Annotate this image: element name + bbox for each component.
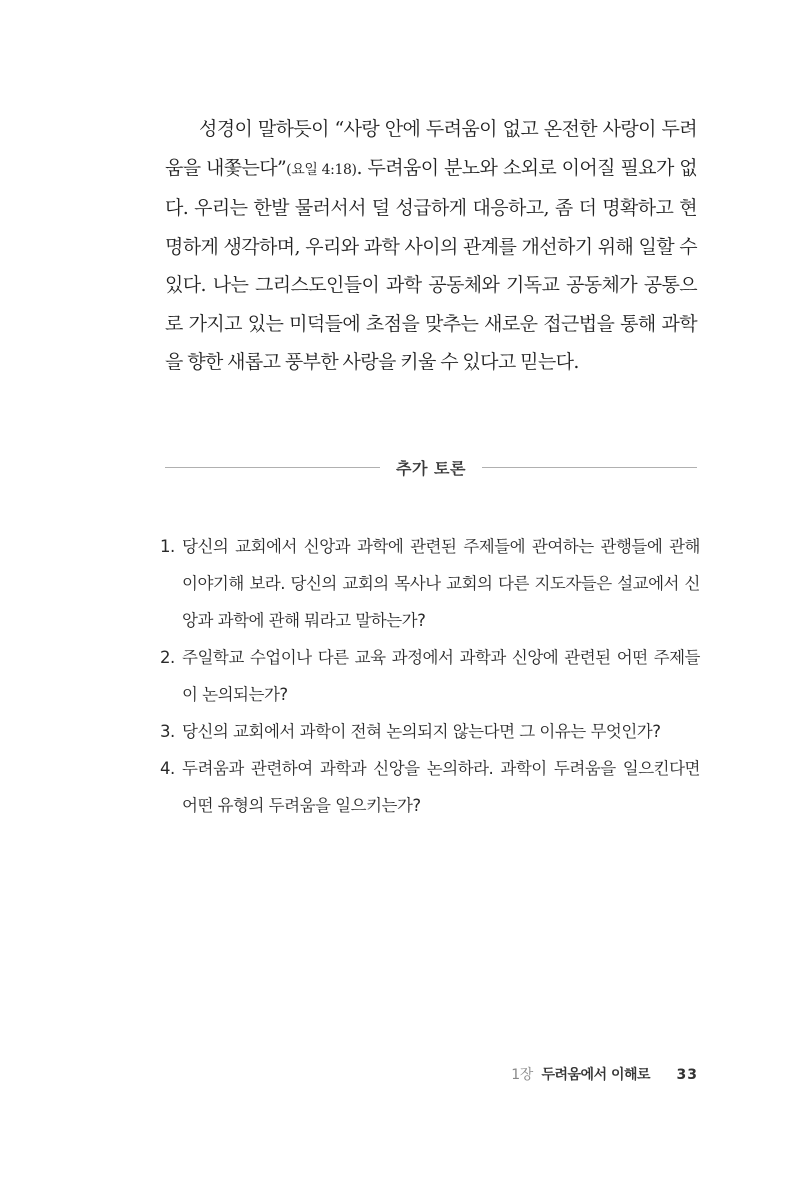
scripture-citation: (요일 4:18): [286, 161, 357, 178]
divider-rule-right: [482, 467, 697, 468]
question-item: [160, 528, 700, 639]
section-title: 추가 토론: [396, 458, 466, 478]
question-item: [160, 713, 700, 750]
question-number: 2.: [160, 648, 175, 667]
body-text-part-1: 성경이 말하듯이 “사랑 안에 두려움이 없고 온전한 사랑이 두려움을 내쫓는다”: [165, 118, 697, 179]
question-item: [160, 750, 700, 824]
page-number: 33: [676, 1067, 698, 1083]
body-text-part-2: . 두려움이 분노와 소외로 이어질 필요가 없다. 우리는 한발 물러서서 덜 성급하게 대응하고, 좀 더 명확하고 현명하게 생각하며, 우리와 과학 사이의 관계를 개선하기 위해 일할 수 있다. 나는 그리스도인들이 과학 공동체와 기독교 공동체가 공통으로 가지고 있는 미덕들에 초점을 맞추는 새로운 접근법을 통해 과학을 향한 새롭고 풍부한 사랑을 키울 수 있다고 믿는다.: [165, 156, 697, 373]
body-paragraph: [165, 110, 697, 382]
question-number: 3.: [160, 722, 175, 741]
question-text: 주일학교 수업이나 다른 교육 과정에서 과학과 신앙에 관련된 어떤 주제들이 논의되는가?: [182, 648, 700, 704]
divider-rule-left: [165, 467, 380, 468]
question-text: 당신의 교회에서 과학이 전혀 논의되지 않는다면 그 이유는 무엇인가?: [182, 722, 661, 741]
question-number: 4.: [160, 759, 175, 778]
section-divider: [165, 452, 697, 482]
chapter-label: 1장: [511, 1067, 534, 1083]
question-item: [160, 639, 700, 713]
question-text: 두려움과 관련하여 과학과 신앙을 논의하라. 과학이 두려움을 일으킨다면 어떤 유형의 두려움을 일으키는가?: [182, 759, 700, 815]
question-text: 당신의 교회에서 신앙과 과학에 관련된 주제들에 관여하는 관행들에 관해 이야기해 보라. 당신의 교회의 목사나 교회의 다른 지도자들은 설교에서 신앙과 과학에 관해 뭐라고 말하는가?: [182, 537, 700, 630]
chapter-title: 두려움에서 이해로: [541, 1067, 651, 1083]
question-number: 1.: [160, 537, 175, 556]
discussion-questions-list: [160, 528, 700, 824]
page-footer: [511, 1064, 698, 1084]
